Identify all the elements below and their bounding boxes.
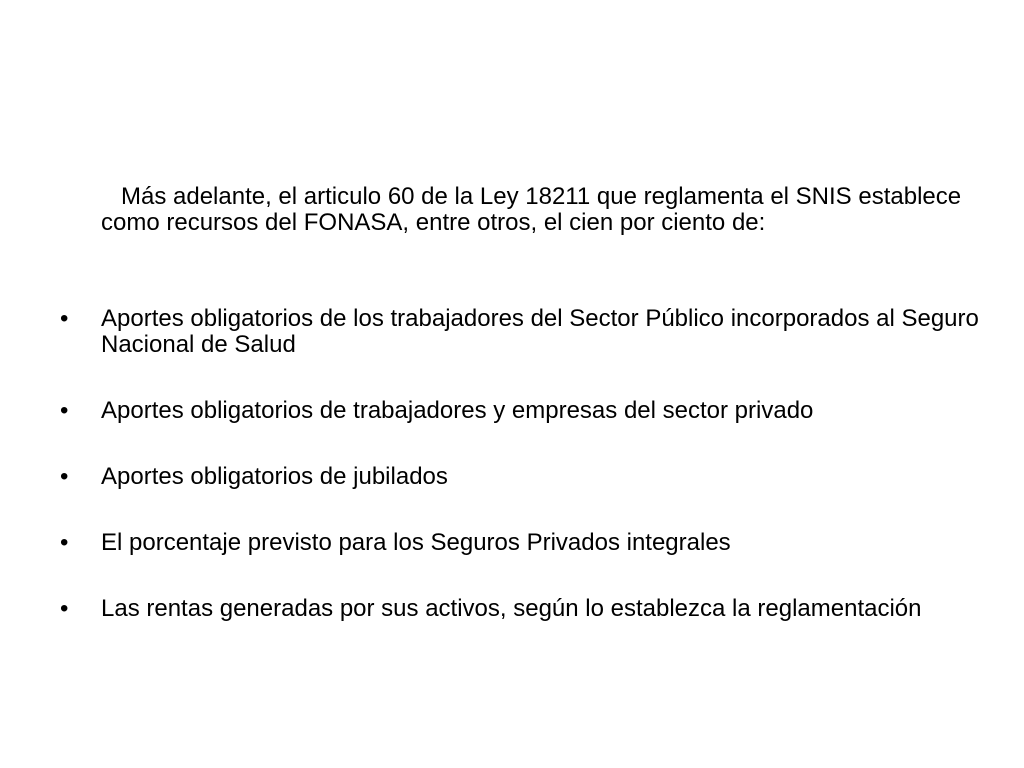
bullet-icon: • (60, 595, 69, 622)
list-item (0, 306, 1024, 358)
bullet-icon: • (60, 463, 69, 490)
bullet-icon: • (60, 529, 69, 556)
bullet-icon: • (60, 305, 69, 332)
intro-paragraph (101, 184, 981, 236)
list-item-text: Las rentas generadas por sus activos, según lo establezca la reglamentación (101, 595, 922, 622)
bullet-list (0, 306, 1024, 662)
list-item (0, 398, 1024, 424)
list-item-text: El porcentaje previsto para los Seguros Privados integrales (101, 529, 731, 556)
list-item (0, 530, 1024, 556)
list-item (0, 596, 1024, 622)
list-item-text: Aportes obligatorios de trabajadores y empresas del sector privado (101, 397, 814, 424)
bullet-icon: • (60, 397, 69, 424)
list-item (0, 464, 1024, 490)
list-item-text: Aportes obligatorios de los trabajadores del Sector Público incorporados al Seguro Nacional de Salud (101, 305, 979, 358)
intro-text: Más adelante, el articulo 60 de la Ley 18211 que reglamenta el SNIS establece como recursos del FONASA, entre otros, el cien por ciento de: (101, 183, 962, 236)
list-item-text: Aportes obligatorios de jubilados (101, 463, 448, 490)
